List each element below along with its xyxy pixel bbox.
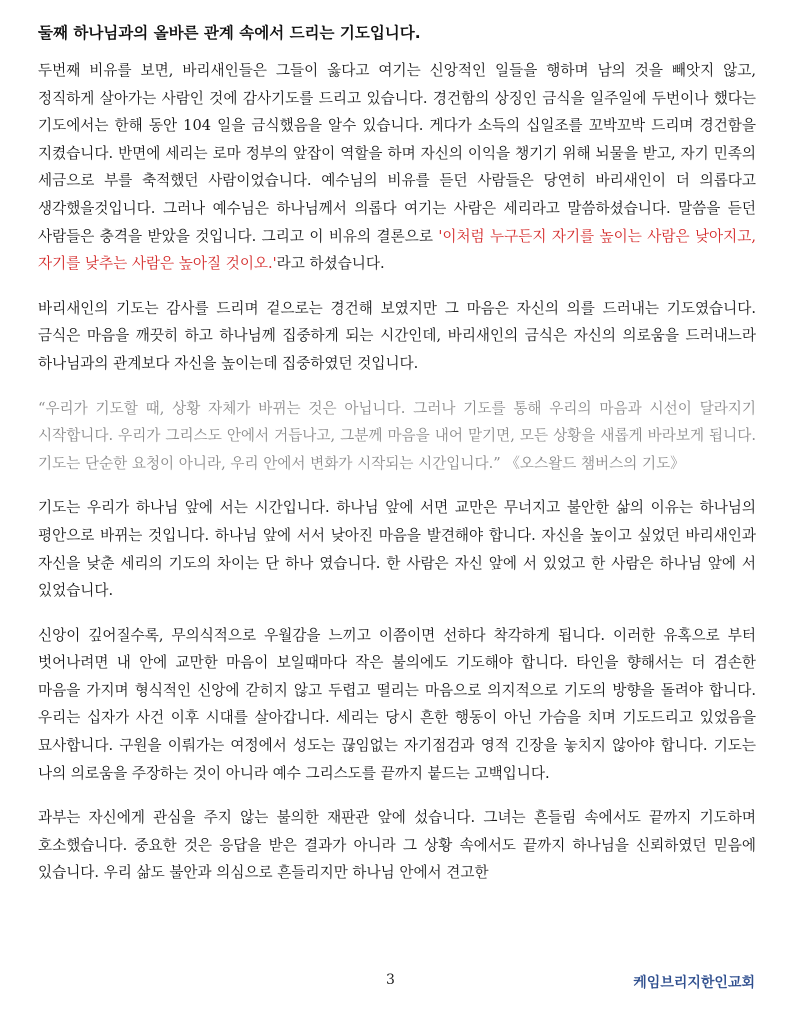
paragraph-text: 라고 하셨습니다. bbox=[276, 255, 385, 273]
page-body bbox=[38, 20, 756, 904]
church-name: 케임브리지한인교회 bbox=[633, 975, 755, 991]
paragraph-before-god: 기도는 우리가 하나님 앞에 서는 시간입니다. 하나님 앞에 서면 교만은 무너지고 불안한 삶의 이유는 하나님의 평안으로 바뀌는 것입니다. 하나님 앞에 서서 낮아진 마음을 발견해야 합니다. 자신을 높이고 싶었던 바리새인과 자신을 낮춘 세리의 기도의 차이는 단 하나 였습니다. 한 사람은 자신 앞에 서 있었고 한 사람은 하나님 앞에 서 있었습니다. bbox=[38, 499, 756, 600]
paragraph-widow: 과부는 자신에게 관심을 주지 않는 불의한 재판관 앞에 섰습니다. 그녀는 흔들림 속에서도 끝까지 기도하며 호소했습니다. 중요한 것은 응답을 받은 결과가 아니라 그 상황 속에서도 끝까지 하나님을 신뢰하였던 믿음에 있습니다. 우리 삶도 불안과 의심으로 흔들리지만 하나님 안에서 견고한 bbox=[38, 809, 756, 882]
page-number: 3 bbox=[386, 972, 395, 988]
paragraph-pharisee-prayer: 바리새인의 기도는 감사를 드리며 겉으로는 경건해 보였지만 그 마음은 자신의 의를 드러내는 기도였습니다. 금식은 마음을 깨끗히 하고 하나님께 집중하게 되는 시간인데, 바리새인의 금식은 자신의 의로움을 드러내느라 하나님과의 관계보다 자신을 높이는데 집중하였던 것입니다. bbox=[38, 299, 756, 372]
paragraph-text: 두번째 비유를 보면, 바리새인들은 그들이 옳다고 여기는 신앙적인 일들을 행하며 남의 것을 빼앗지 않고, 정직하게 살아가는 사람인 것에 감사기도를 드리고 있습니다. 경건함의 상징인 금식을 일주일에 두번이나 했다는 기도에서는 한해 동안 104 일을 금식했음을 알수 있습니다. 게다가 소득의 십일조를 꼬박꼬박 드리며 경건함을 지켰습니다. 반면에 세리는 로마 정부의 앞잡이 역할을 하며 자신의 이익을 챙기기 위해 뇌물을 받고, 자기 민족의 세금으로 부를 축적했던 사람이었습니다. 예수님의 비유를 듣던 사람들은 당연히 바리새인이 더 의롭다고 생각했을것입니다. 그러나 예수님은 하나님께서 의롭다 여기는 사람은 세리라고 말씀하셨습니다. 말씀을 듣던 사람들은 충격을 받았을 것입니다. 그리고 이 비유의 결론으로 bbox=[38, 62, 756, 245]
paragraph-parable bbox=[38, 57, 756, 278]
highlighted-quote: '이처럼 누구든지 자기를 높이는 사람은 낮아지고, 자기를 낮추는 사람은 높아질 것이오.' bbox=[38, 227, 756, 273]
paragraph-humility: 신앙이 깊어질수록, 무의식적으로 우월감을 느끼고 이쯤이면 선하다 착각하게 됩니다. 이러한 유혹으로 부터 벗어나려면 내 안에 교만한 마음이 보일때마다 작은 불의에도 기도해야 합니다. 타인을 향해서는 더 겸손한 마음을 가지며 형식적인 신앙에 갇히지 않고 두렵고 떨리는 마음으로 의지적으로 기도의 방향을 돌려야 합니다. 우리는 십자가 사건 이후 시대를 살아갑니다. 세리는 당시 흔한 행동이 아닌 가슴을 치며 기도드리고 있었음을 묘사합니다. 구원을 이뤄가는 여정에서 성도는 끊임없는 자기점검과 영적 긴장을 놓치지 않아야 합니다. 기도는 나의 의로움을 주장하는 것이 아니라 예수 그리스도를 끝까지 붙드는 고백입니다. bbox=[38, 626, 756, 782]
quotation-chambers: “우리가 기도할 때, 상황 자체가 바뀌는 것은 아닙니다. 그러나 기도를 통해 우리의 마음과 시선이 달라지기 시작합니다. 우리가 그리스도 안에서 거듭나고, 그분께 마음을 내어 맡기면, 모든 상황을 새롭게 바라보게 됩니다. 기도는 단순한 요청이 아니라, 우리 안에서 변화가 시작되는 시간입니다.” 《오스왈드 챔버스의 기도》 bbox=[38, 399, 756, 472]
section-heading: 둘째 하나님과의 올바른 관계 속에서 드리는 기도입니다. bbox=[38, 24, 421, 42]
